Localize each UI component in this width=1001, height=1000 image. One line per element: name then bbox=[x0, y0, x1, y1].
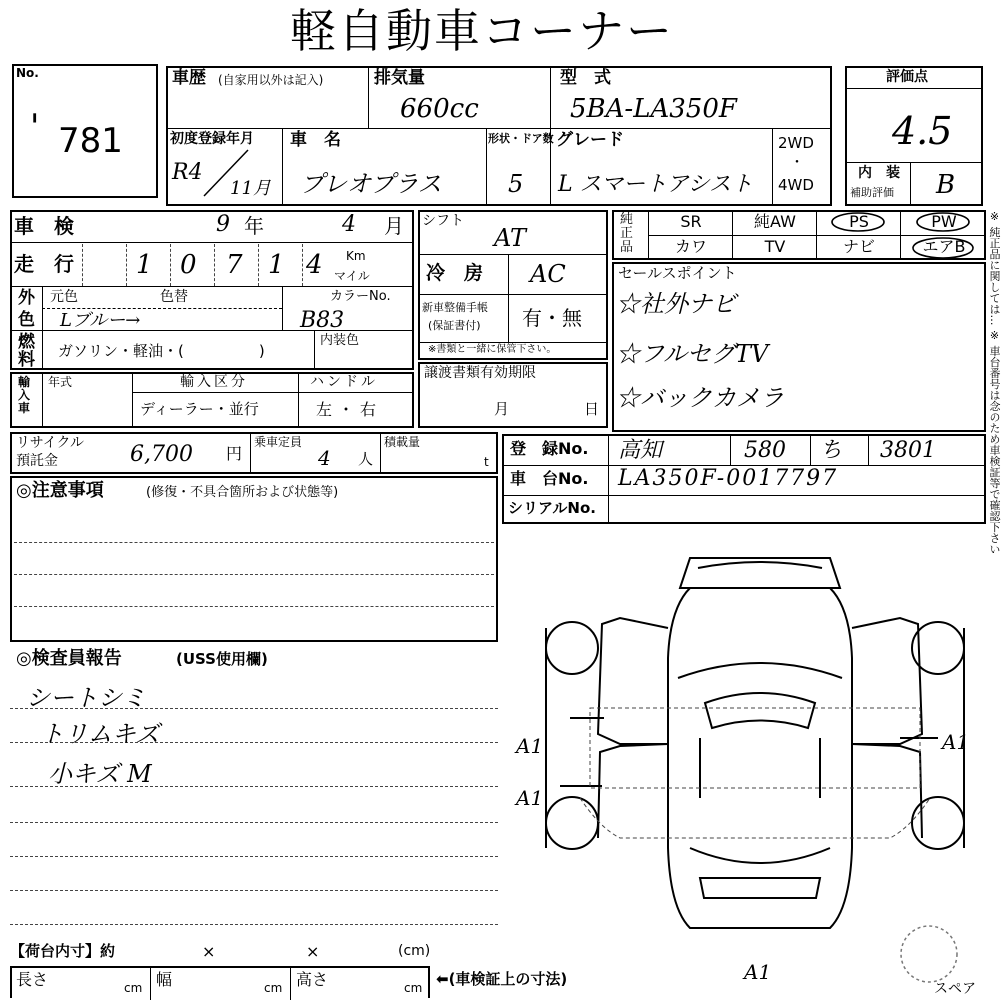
import-category-label: 輸入区分 bbox=[180, 374, 248, 390]
first-reg-month: 11月 bbox=[230, 178, 271, 199]
car-name-value: プレオプラス bbox=[300, 170, 442, 198]
displacement-value: 660cc bbox=[400, 94, 479, 124]
registration-part: 高知 bbox=[618, 438, 663, 463]
history-note: (自家用以外は記入) bbox=[218, 73, 324, 87]
transfer-docs-label: 譲渡書類有効期限 bbox=[424, 365, 536, 381]
sales-point-item: ☆バックカメラ bbox=[616, 384, 784, 412]
manual-value: 有・無 bbox=[522, 306, 582, 330]
fuel-label-top: 燃 bbox=[18, 332, 35, 352]
cargo-x2: × bbox=[306, 942, 320, 961]
cargo-height-label: 高さ bbox=[296, 970, 329, 989]
equipment-navi: ナビ bbox=[842, 237, 875, 256]
aircon-value: AC bbox=[530, 260, 566, 288]
model-label: 型 式 bbox=[560, 68, 611, 88]
recycle-unit: 円 bbox=[226, 444, 243, 463]
sales-points-label: セールスポイント bbox=[618, 264, 737, 282]
equipment-airbag: エアB bbox=[922, 237, 966, 256]
transfer-docs-day: 日 bbox=[584, 400, 600, 418]
inspector-item: シートシミ bbox=[26, 684, 146, 712]
inspector-item: トリムキズ bbox=[40, 720, 160, 748]
shift-value: AT bbox=[494, 224, 527, 252]
interior-score-sub: 補助評価 bbox=[850, 186, 894, 199]
equipment-label-top: 純正 bbox=[620, 212, 634, 242]
doors-label: 形状・ドア数 bbox=[488, 132, 554, 145]
load-unit: t bbox=[484, 455, 489, 469]
inspector-item: 小キズ M bbox=[48, 760, 152, 788]
car-name-label: 車 名 bbox=[290, 130, 341, 150]
sales-point-item: ☆フルセグTV bbox=[616, 340, 769, 368]
inspection-year-unit: 年 bbox=[244, 214, 264, 238]
transfer-docs-month: 月 bbox=[494, 400, 510, 418]
spare-tire-label: スペア bbox=[934, 981, 976, 997]
chassis-value: LA350F-0017797 bbox=[618, 466, 839, 491]
score-value: 4.5 bbox=[892, 109, 953, 153]
exterior-orig-label: 元色 bbox=[50, 289, 78, 305]
recycle-label-2: 預託金 bbox=[16, 453, 58, 469]
manual-label-2: (保証書付) bbox=[428, 319, 481, 332]
import-category-value: ディーラー・並行 bbox=[140, 400, 259, 418]
lot-mark: ' bbox=[30, 107, 40, 147]
import-year-label: 年式 bbox=[48, 375, 73, 389]
mileage-unit-mile: マイル bbox=[334, 269, 370, 283]
damage-mark-a1: A1 bbox=[516, 786, 544, 810]
exterior-repaint-label: 色替 bbox=[160, 289, 188, 305]
notes-sub: (修復・不具合箇所および状態等) bbox=[146, 485, 339, 500]
capacity-label: 乗車定員 bbox=[254, 435, 303, 449]
load-label: 積載量 bbox=[384, 435, 421, 449]
equipment-label-bottom: 品 bbox=[620, 240, 634, 255]
exterior-label-bottom: 色 bbox=[18, 310, 35, 330]
mileage-digit: 4 bbox=[306, 250, 323, 280]
mileage-digit: 1 bbox=[136, 250, 153, 280]
cargo-label: 【荷台内寸】約 bbox=[10, 942, 116, 960]
equipment-ps: PS bbox=[849, 212, 869, 231]
side-note: ※ 純正品に関しては… ※ 車台番号は念のため車検証等で確認下さい bbox=[988, 210, 1001, 555]
lot-number: 781 bbox=[58, 121, 123, 161]
doors-value: 5 bbox=[508, 170, 524, 198]
mileage-digit: 0 bbox=[180, 250, 197, 280]
car-damage-diagram bbox=[540, 548, 970, 978]
equipment-aw: 純AW bbox=[754, 212, 796, 231]
equipment-sr: SR bbox=[680, 212, 702, 231]
registration-part: ち bbox=[820, 438, 843, 463]
cargo-length-cm: cm bbox=[124, 981, 143, 995]
cargo-unit: (cm) bbox=[398, 943, 431, 959]
damage-mark-a1: A1 bbox=[516, 734, 544, 758]
serial-label: シリアルNo. bbox=[508, 499, 596, 517]
first-reg-year: R4 bbox=[172, 160, 203, 185]
inspection-label: 車 検 bbox=[14, 214, 74, 238]
mileage-digit: 1 bbox=[268, 250, 285, 280]
drive-4wd: 4WD bbox=[778, 176, 814, 194]
capacity-unit: 人 bbox=[358, 450, 374, 468]
registration-part: 3801 bbox=[880, 438, 936, 463]
inspector-label: ◎検査員報告 bbox=[16, 648, 122, 669]
aircon-label: 冷 房 bbox=[426, 262, 484, 284]
mileage-digit: 7 bbox=[226, 250, 243, 280]
cargo-length-label: 長さ bbox=[16, 970, 49, 989]
equipment-leather: カワ bbox=[674, 237, 707, 256]
registration-part: 580 bbox=[744, 438, 786, 463]
grade-label: グレード bbox=[556, 130, 624, 150]
cargo-dimensions-table bbox=[10, 966, 430, 998]
inspection-year: 9 bbox=[216, 212, 230, 237]
recycle-value: 6,700 bbox=[130, 442, 193, 467]
cargo-height-cm: cm bbox=[404, 981, 423, 995]
model-value: 5BA-LA350F bbox=[570, 94, 737, 124]
inspection-month-unit: 月 bbox=[384, 214, 404, 238]
damage-mark-a1: A1 bbox=[942, 730, 970, 754]
inspector-sub: (USS使用欄) bbox=[176, 650, 268, 668]
cargo-x1: × bbox=[202, 942, 216, 961]
exterior-label-top: 外 bbox=[18, 288, 35, 308]
score-label: 評価点 bbox=[886, 69, 928, 85]
chassis-label: 車 台No. bbox=[510, 469, 589, 488]
mileage-unit-km: Km bbox=[346, 249, 366, 263]
capacity-value: 4 bbox=[318, 446, 331, 470]
equipment-tv: TV bbox=[764, 237, 786, 256]
equipment-pw: PW bbox=[931, 212, 957, 231]
color-no-label: カラーNo. bbox=[330, 289, 391, 304]
displacement-label: 排気量 bbox=[374, 68, 425, 88]
cargo-note: ⬅(車検証上の寸法) bbox=[436, 970, 568, 988]
inspection-month: 4 bbox=[342, 212, 356, 237]
handle-label: ハンドル bbox=[310, 374, 378, 390]
manual-label-1: 新車整備手帳 bbox=[422, 301, 488, 314]
color-no-value: B83 bbox=[300, 308, 345, 333]
grade-value: L スマートアシスト bbox=[558, 172, 753, 197]
spare-tire-circle bbox=[896, 924, 962, 984]
damage-mark-a1: A1 bbox=[744, 960, 772, 984]
history-label: 車歴 bbox=[172, 68, 206, 88]
sales-point-item: ☆社外ナビ bbox=[616, 290, 736, 318]
interior-score-value: B bbox=[936, 170, 956, 200]
manual-note: ※書類と一緒に保管下さい。 bbox=[428, 344, 557, 355]
shift-label: シフト bbox=[422, 213, 464, 229]
interior-score-label: 内 装 bbox=[858, 165, 900, 181]
first-reg-label: 初度登録年月 bbox=[170, 131, 254, 147]
interior-color-label: 内装色 bbox=[320, 333, 360, 348]
mileage-label: 走 行 bbox=[14, 252, 74, 276]
handle-value: 左・右 bbox=[316, 400, 383, 419]
fuel-label-bottom: 料 bbox=[18, 350, 35, 370]
fuel-options: ガソリン・軽油・( ) bbox=[58, 342, 265, 360]
registration-label: 登 録No. bbox=[510, 439, 589, 458]
page-title: 軽自動車コーナー bbox=[290, 4, 674, 58]
import-label: 輸入車 bbox=[18, 375, 31, 416]
cargo-width-label: 幅 bbox=[156, 970, 173, 989]
cargo-width-cm: cm bbox=[264, 981, 283, 995]
lot-no-label: No. bbox=[16, 66, 39, 80]
recycle-label-1: リサイクル bbox=[16, 435, 85, 451]
drive-dot: ・ bbox=[790, 155, 804, 171]
exterior-value: Lブルー→ bbox=[60, 310, 141, 331]
notes-label: ◎注意事項 bbox=[16, 480, 104, 501]
drive-2wd: 2WD bbox=[778, 134, 814, 152]
